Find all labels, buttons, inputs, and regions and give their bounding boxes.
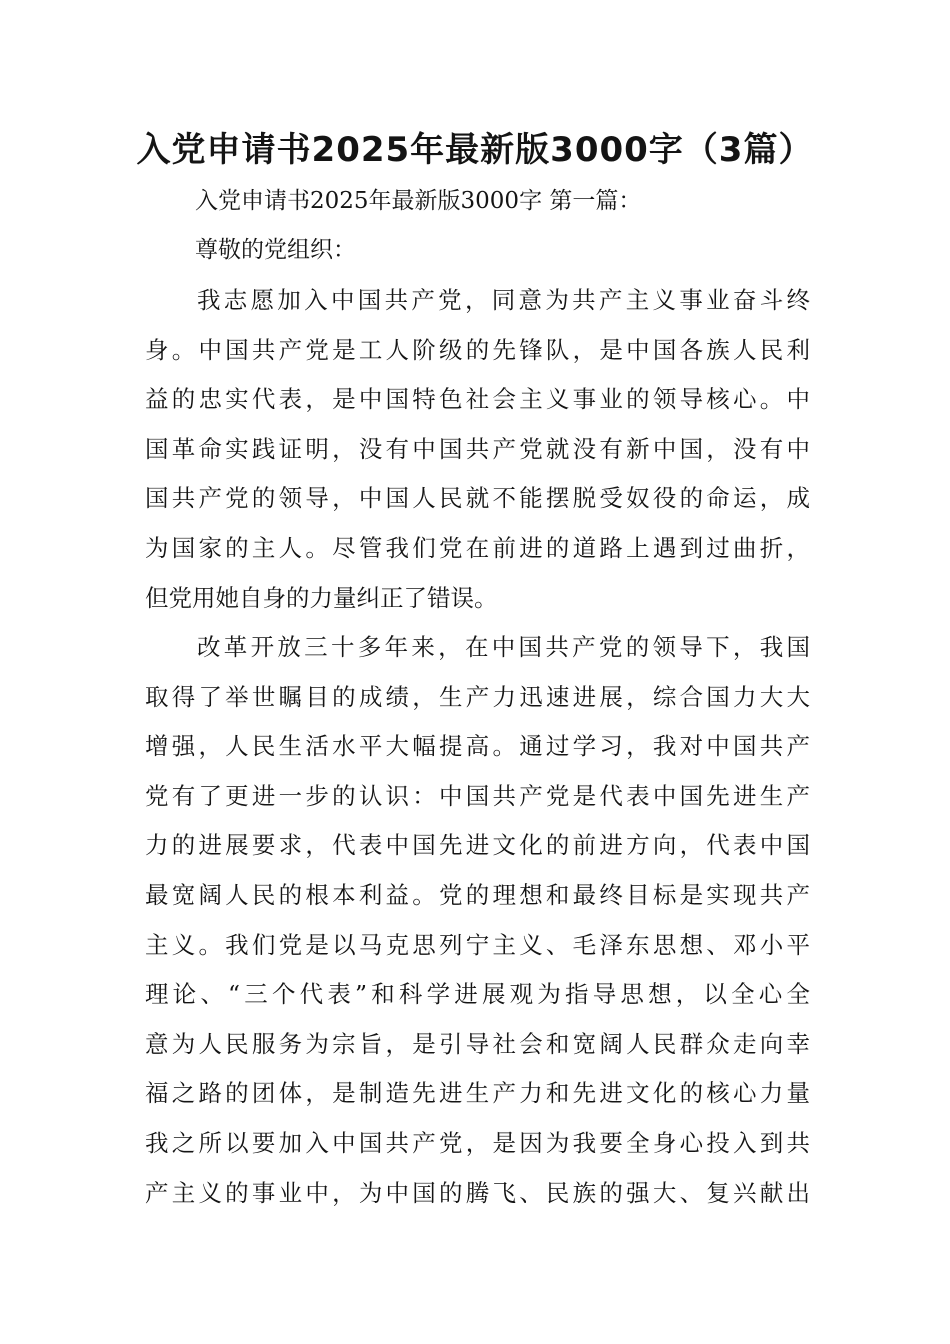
text-line: 增强，人民生活水平大幅提高。通过学习，我对中国共产 xyxy=(145,732,810,761)
text-line: 我之所以要加入中国共产党，是因为我要全身心投入到共 xyxy=(145,1128,810,1157)
text-line: 为国家的主人。尽管我们党在前进的道路上遇到过曲折， xyxy=(145,533,810,562)
text-line: 改革开放三十多年来，在中国共产党的领导下，我国 xyxy=(197,633,810,661)
text-line: 我志愿加入中国共产党，同意为共产主义事业奋斗终 xyxy=(197,286,810,314)
text-line: 力的进展要求，代表中国先进文化的前进方向，代表中国 xyxy=(145,831,810,860)
text-line: 意为人民服务为宗旨，是引导社会和宽阔人民群众走向幸 xyxy=(145,1029,810,1058)
text-line: 最宽阔人民的根本利益。党的理想和最终目标是实现共产 xyxy=(145,880,810,909)
section-heading: 入党申请书2025年最新版3000字 第一篇： xyxy=(195,188,642,214)
text-line: 取得了举世瞩目的成绩，生产力迅速进展，综合国力大大 xyxy=(145,682,810,711)
text-line: 国革命实践证明，没有中国共产党就没有新中国，没有中 xyxy=(145,434,810,463)
text-line: 但党用她自身的力量纠正了错误。 xyxy=(145,583,498,612)
text-line: 党有了更进一步的认识：中国共产党是代表中国先进生产 xyxy=(145,781,810,810)
text-line: 主义。我们党是以马克思列宁主义、毛泽东思想、邓小平 xyxy=(145,930,810,959)
salutation: 尊敬的党组织： xyxy=(195,237,356,263)
paragraph-1 xyxy=(145,276,810,623)
text-line: 益的忠实代表，是中国特色社会主义事业的领导核心。中 xyxy=(145,385,810,414)
paragraph-2 xyxy=(145,623,810,1218)
text-line: 身。中国共产党是工人阶级的先锋队，是中国各族人民利 xyxy=(145,335,810,364)
text-line: 福之路的团体，是制造先进生产力和先进文化的核心力量 xyxy=(145,1079,810,1108)
text-line: 产主义的事业中，为中国的腾飞、民族的强大、复兴献出 xyxy=(145,1178,810,1207)
text-line: 理论、“三个代表”和科学进展观为指导思想，以全心全 xyxy=(145,980,810,1009)
text-line: 国共产党的领导，中国人民就不能摆脱受奴役的命运，成 xyxy=(145,484,810,513)
document-title: 入党申请书2025年最新版3000字（3篇） xyxy=(136,130,814,170)
